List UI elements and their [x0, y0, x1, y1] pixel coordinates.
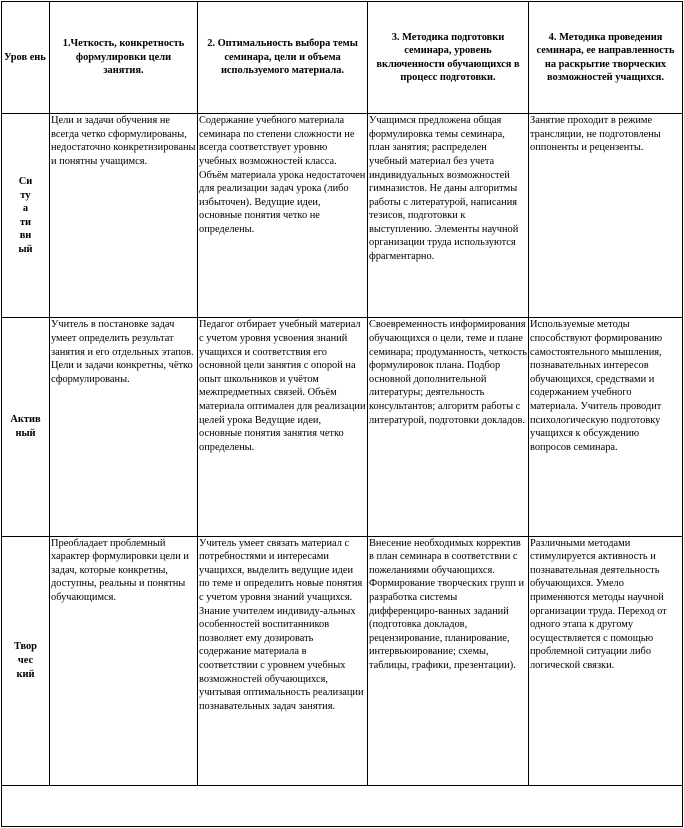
- empty-footer-cell: [2, 785, 683, 826]
- cell-situational-col1: Цели и задачи обучения не всегда четко сформулированы, недостаточно конкретизированы и понятны учащимся.: [50, 114, 198, 318]
- header-col4: 4. Методика проведения семинара, ее направленность на раскрытие творческих возможностей учащихся.: [529, 2, 683, 114]
- header-row: [2, 2, 683, 114]
- cell-creative-col1: Преобладает проблемный характер формулировки цели и задач, которые конкретны, доступны, реальны и понятны обучающимся.: [50, 536, 198, 785]
- cell-active-col1: Учитель в постановке задач умеет определить результат занятия и его отдельных этапов. Цели и задачи конкретны, чётко сформулированы.: [50, 318, 198, 536]
- cell-creative-col4: Различными методами стимулируется активность и познавательная деятельность обучающихся. Умело применяются методы научной организации труда. Переход от одного этапа к другому осуществляется с помощью проблемной ситуации либо логической связки.: [529, 536, 683, 785]
- header-level: Уров ень: [2, 2, 50, 114]
- header-col2: 2. Оптимальность выбора темы семинара, цели и объема используемого материала.: [198, 2, 368, 114]
- table-row: [2, 318, 683, 536]
- cell-creative-col2: Учитель умеет связать материал с потребностями и интересами учащихся, выделить ведущие идеи по теме и определить новые понятия с учетом уровня знаний учащихся. Знание учителем индивиду-альных особенностей воспитанников позволяет ему дозировать содержание материала в соответствии с уровнем учебных возможностей обучающихся, учитывая оптимальность реализации познавательных задач занятия.: [198, 536, 368, 785]
- level-situational: Си ту а ти вн ый: [2, 114, 50, 318]
- level-active: Актив ный: [2, 318, 50, 536]
- empty-footer-row: [2, 785, 683, 826]
- cell-situational-col2: Содержание учебного материала семинара по степени сложности не всегда соответствует уровню учебных возможностей класса. Объём материала урока недостаточен для реализации задач урока (либо избыточен). Ведущие идеи, основные понятия четко не определены.: [198, 114, 368, 318]
- cell-creative-col3: Внесение необходимых корректив в план семинара в соответствии с пожеланиями обучающихся. Формирование творческих групп и разработка системы дифференциро-ванных заданий (подготовка докладов, рецензирование, планирование, интервьюирование; схемы, таблицы, графики, презентации).: [368, 536, 529, 785]
- table-row: [2, 114, 683, 318]
- header-col3: 3. Методика подготовки семинара, уровень включенности обучающихся в процесс подготовки.: [368, 2, 529, 114]
- table-row: [2, 536, 683, 785]
- level-creative: Твор чес кий: [2, 536, 50, 785]
- cell-active-col3: Своевременность информирования обучающихся о цели, теме и плане семинара; продуманность, четкость формулировок плана. Подбор основной дополнительной литературы; деятельность консультантов; алгоритм работы с литературой, подготовки докладов.: [368, 318, 529, 536]
- cell-situational-col4: Занятие проходит в режиме трансляции, не подготовлены оппоненты и рецензенты.: [529, 114, 683, 318]
- criteria-table: [1, 1, 683, 827]
- cell-active-col2: Педагог отбирает учебный материал с учетом уровня усвоения знаний учащихся и соответствия его основной цели занятия с опорой на опыт школьников и учётом межпредметных связей. Объём материала оптимален для реализации целей урока Ведущие идеи, основные понятия занятия четко определены.: [198, 318, 368, 536]
- header-col1: 1.Четкость, конкретность формулировки цели занятия.: [50, 2, 198, 114]
- cell-situational-col3: Учащимся предложена общая формулировка темы семинара, план занятия; распределен учебный материал без учета индивидуальных возможностей гимназистов. Не даны алгоритмы работы с литературой, написания тезисов, подготовки к выступлению. Элементы научной организации труда используются фрагментарно.: [368, 114, 529, 318]
- cell-active-col4: Используемые методы способствуют формированию самостоятельного мышления, познавательных интересов обучающихся, средствами и содержанием учебного материала. Учитель проводит психологическую подготовку учащихся к обсуждению вопросов семинара.: [529, 318, 683, 536]
